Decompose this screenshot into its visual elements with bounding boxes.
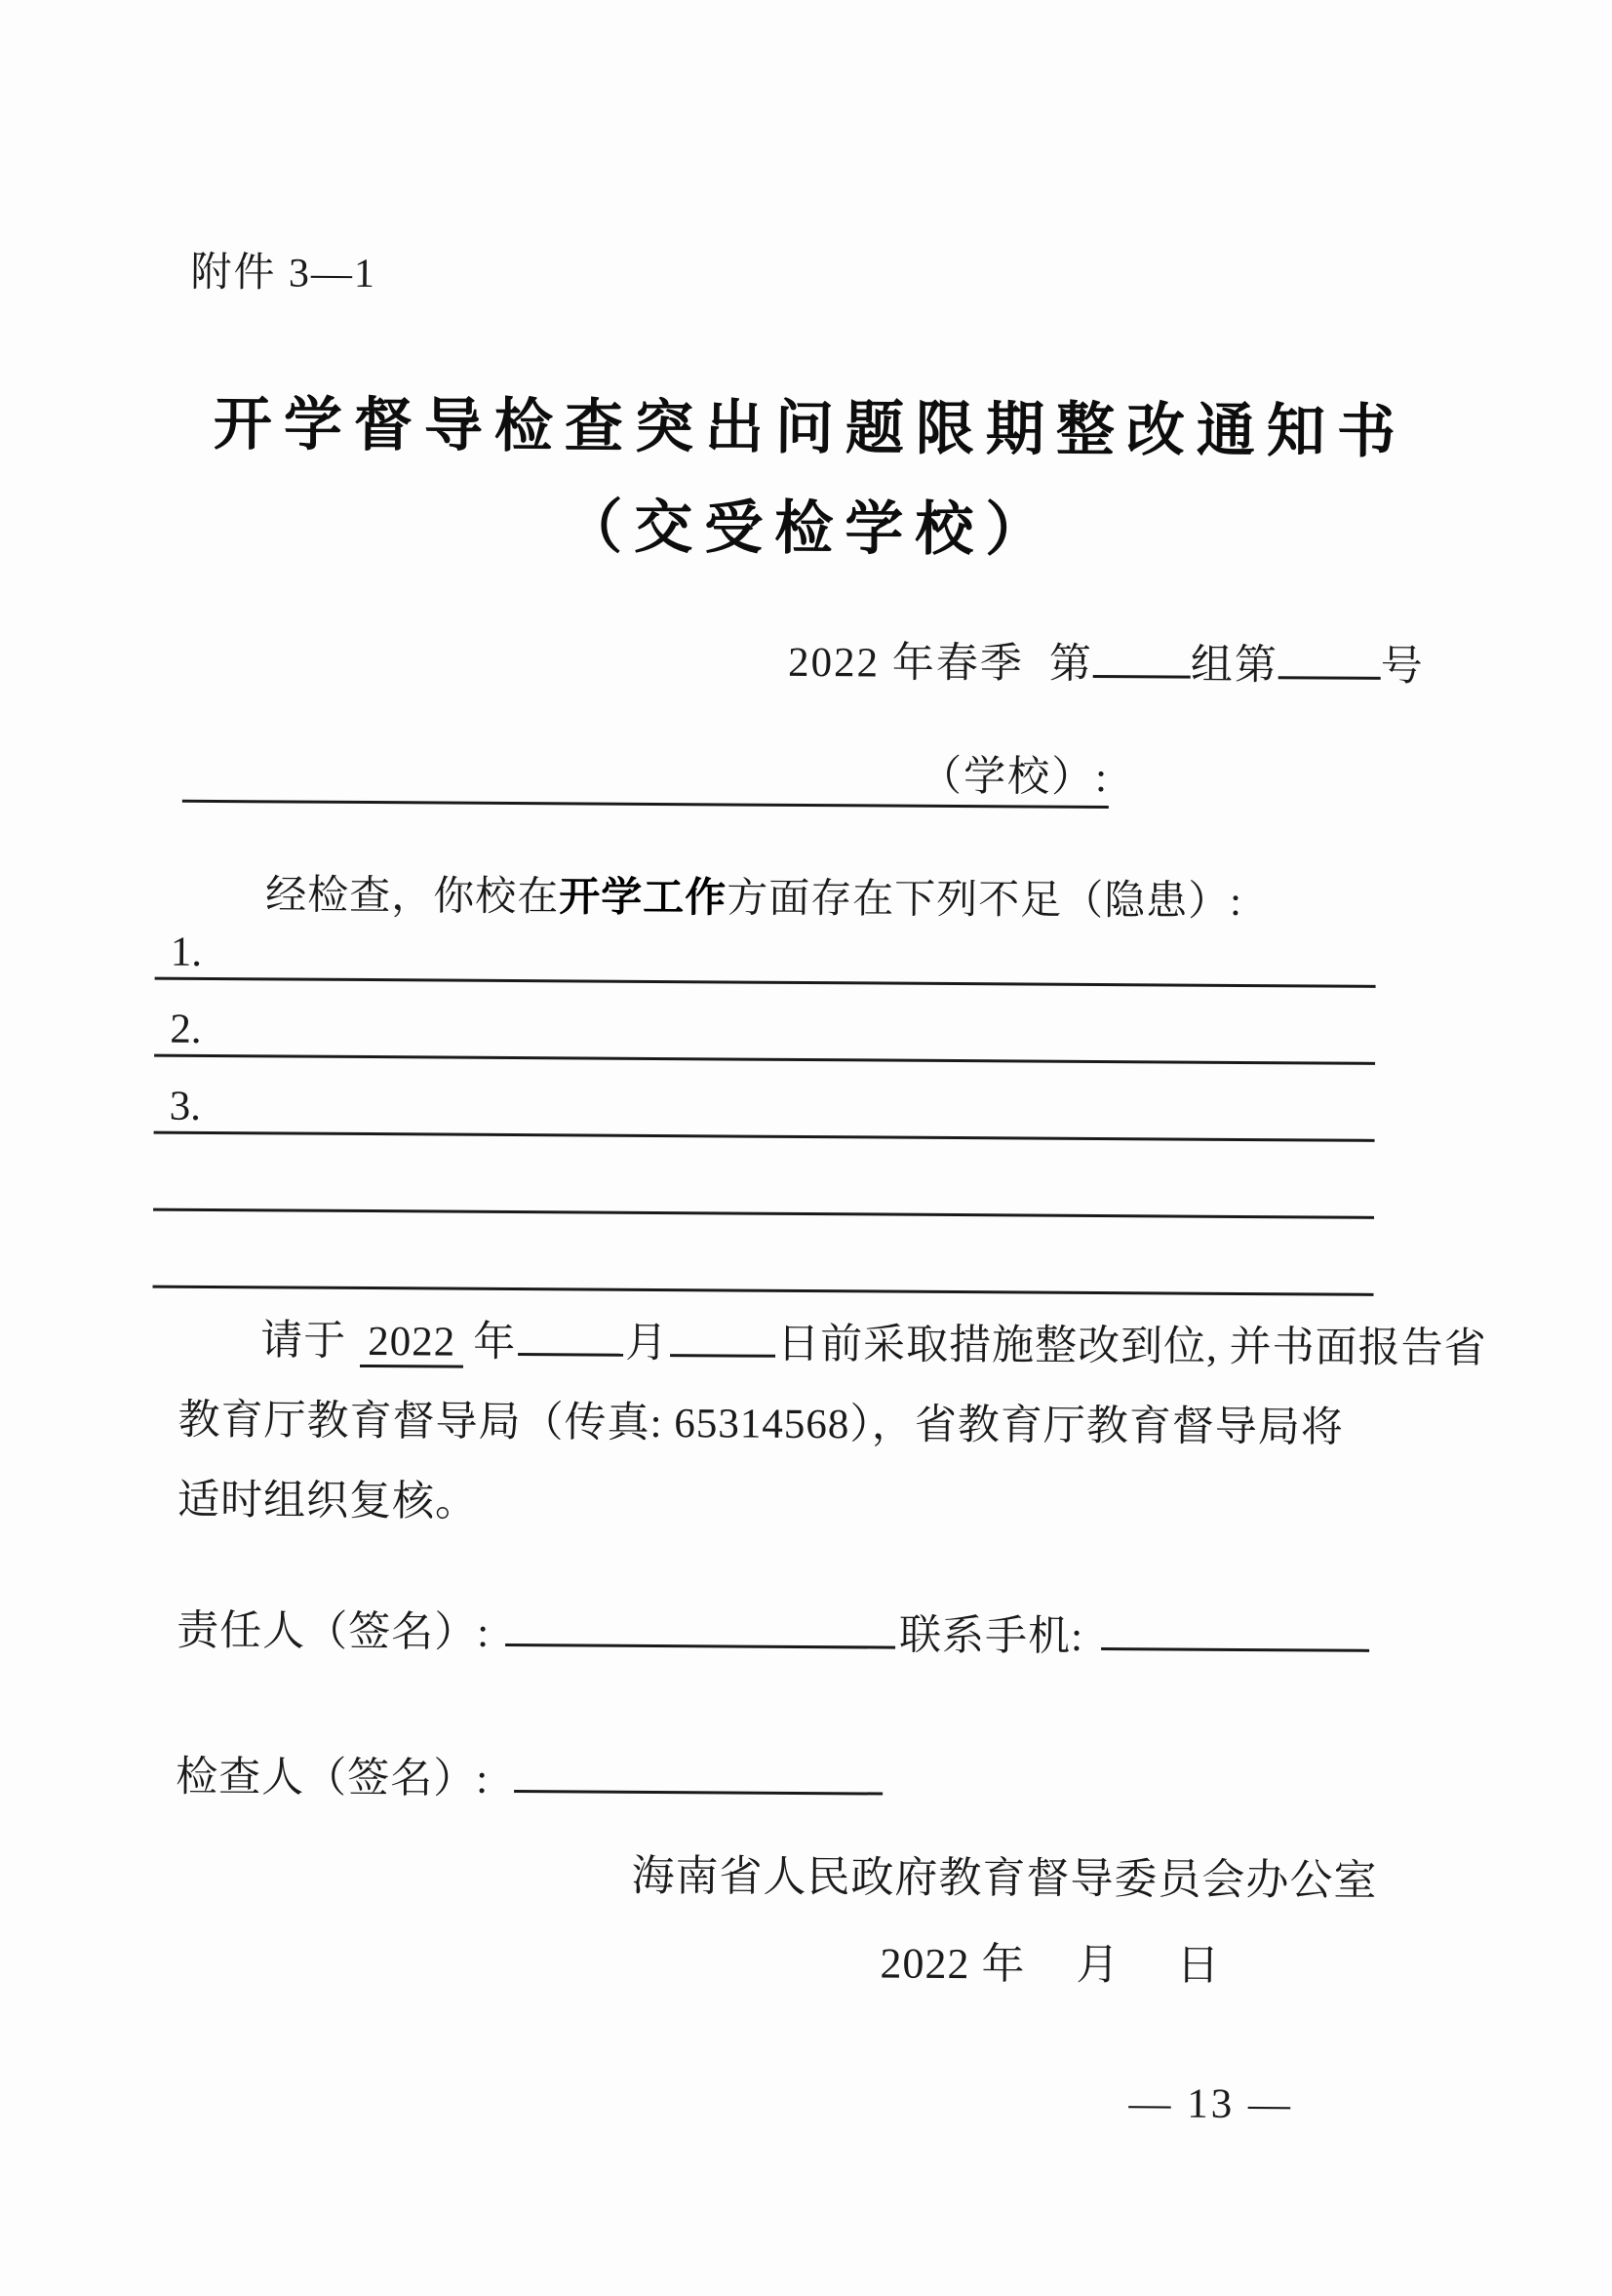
- responsible-label: 责任人（签名）:: [177, 1607, 491, 1656]
- school-name-line: [182, 728, 1109, 809]
- item-number: 2.: [170, 1006, 202, 1052]
- list-item: [154, 1002, 1375, 1087]
- list-item: [154, 925, 1375, 1009]
- item-number: 3.: [169, 1083, 202, 1129]
- notice-year-label: 年: [473, 1319, 517, 1366]
- item-blank-line: [153, 1208, 1374, 1219]
- inspector-signature-blank: [514, 1790, 883, 1796]
- issuing-office-block: [631, 1841, 1378, 1994]
- year-underlined: 2022: [360, 1319, 463, 1368]
- issue-season: 2022 年春季: [787, 639, 1024, 688]
- inspection-statement: [181, 862, 1488, 930]
- date-month: 月: [1076, 1940, 1121, 1990]
- notice-line2: 教育厅教育督导局（传真: 65314568），省教育厅教育督导局将: [177, 1397, 1344, 1451]
- extra-blank-row: [153, 1156, 1374, 1241]
- document-title: [3, 374, 1612, 585]
- deficiency-list: [152, 925, 1376, 1318]
- list-item: [153, 1079, 1374, 1164]
- notice-line1-rest: 日前采取措施整改到位, 并书面报告省: [776, 1321, 1487, 1372]
- notice-line3: 适时组织复核。: [177, 1477, 479, 1525]
- item-blank-line: [154, 1131, 1375, 1142]
- date-day: 日: [1176, 1941, 1221, 1990]
- notice-paragraph: [177, 1301, 1487, 1550]
- responsible-signature-blank: [505, 1643, 895, 1649]
- document-title-line2: （交受检学校）: [563, 495, 1056, 563]
- serial-number-blank: [1278, 676, 1381, 680]
- inspection-statement-emphasis: 开学工作: [559, 875, 727, 922]
- notice-line1-pre: 请于: [260, 1318, 347, 1365]
- inspection-statement-pre: 经检查，你校在: [265, 873, 560, 921]
- issue-serial-prefix: 组第: [1190, 642, 1278, 690]
- attachment-label: 附件 3—1: [190, 250, 377, 297]
- notice-month-label: 月: [625, 1320, 669, 1367]
- date-year: 2022 年: [880, 1939, 1026, 1989]
- group-number-blank: [1093, 675, 1191, 679]
- document-title-line1: 开学督导检查突出问题限期整改通知书: [213, 391, 1408, 465]
- phone-blank: [1101, 1647, 1369, 1652]
- responsible-signature-line: [177, 1598, 1369, 1665]
- notice-line1: [178, 1301, 1487, 1390]
- school-label: （学校）:: [919, 753, 1110, 802]
- issue-date-line: [631, 1926, 1377, 1994]
- item-number: 1.: [170, 929, 203, 975]
- item-blank-line: [154, 1054, 1375, 1065]
- issuing-office: 海南省人民政府教育督导委员会办公室: [631, 1851, 1378, 1905]
- issue-group-prefix: 第: [1048, 641, 1093, 688]
- issue-serial-suffix: 号: [1380, 643, 1425, 691]
- inspector-signature-line: [176, 1744, 883, 1808]
- day-blank: [670, 1354, 775, 1358]
- inspection-statement-post: 方面存在下列不足（隐患）:: [727, 876, 1243, 925]
- month-blank: [518, 1353, 623, 1357]
- item-blank-line: [153, 1286, 1374, 1296]
- issue-number-line: [788, 629, 1425, 693]
- page-number: — 13 —: [1128, 2080, 1294, 2128]
- inspector-label: 检查人（签名）:: [176, 1754, 490, 1802]
- item-blank-line: [155, 977, 1376, 988]
- phone-label: 联系手机:: [898, 1612, 1084, 1660]
